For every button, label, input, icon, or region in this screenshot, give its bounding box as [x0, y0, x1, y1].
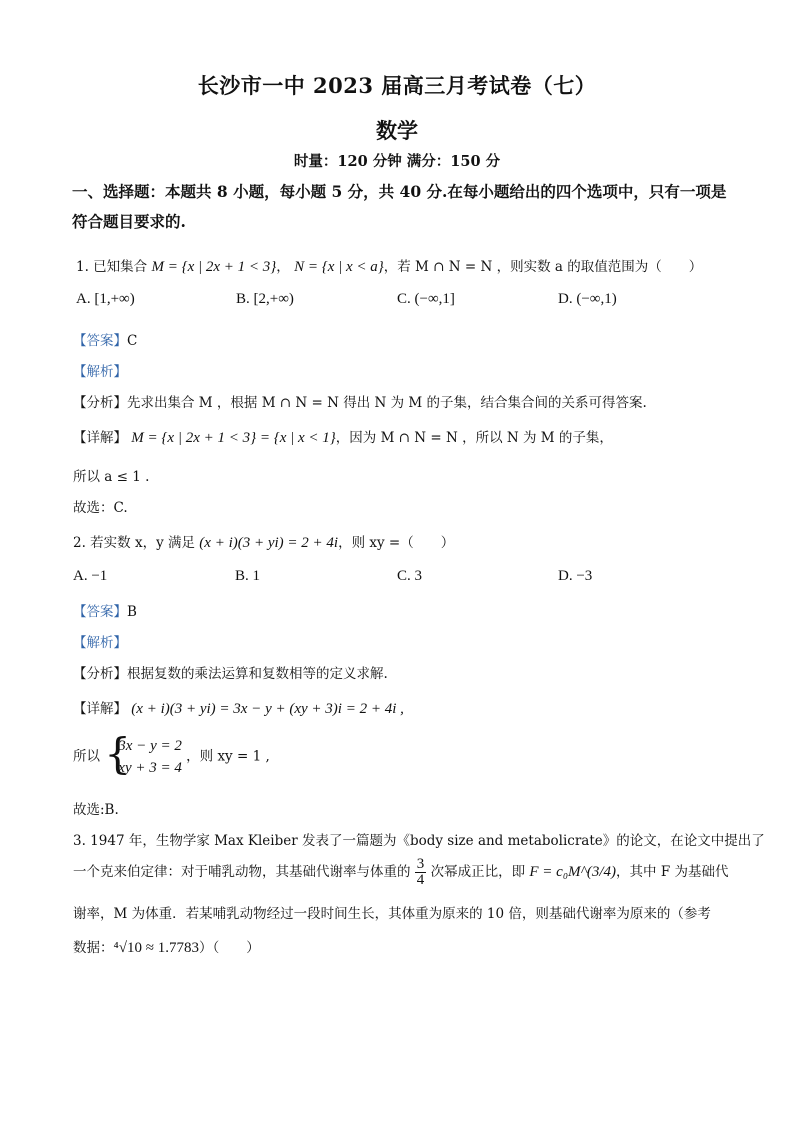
- q3-line1: 3. 1947 年，生物学家 Max Kleiber 发表了一篇题为《body size and metabolicrate》的论文，在论文中提出了: [73, 833, 765, 849]
- q1-set-m: M = {x | 2x + 1 < 3}: [151, 259, 277, 275]
- q1-xiangjie-math: M = {x | 2x + 1 < 3} = {x | x < 1}: [131, 430, 336, 446]
- q3-ref-value: ⁴√10 ≈ 1.7783: [113, 940, 199, 956]
- section-heading-line1: 一、选择题：本题共 8 小题，每小题 5 分，共 40 分.在每小题给出的四个选项中，只有一项是: [72, 182, 727, 201]
- q3-frac-num: 3: [416, 856, 425, 872]
- q1-answer-line: [73, 329, 137, 349]
- q1-fenxi: 先求出集合 M ，根据 M ∩ N = N 得出 N 为 M 的子集，结合集合间的关系可得答案.: [127, 395, 647, 411]
- q3-line2-c: ，其中 F 为基础代: [616, 864, 729, 880]
- q2-option-c: C. 3: [397, 568, 423, 584]
- q2-option-b: B. 1: [235, 568, 261, 584]
- q3-frac-den: 4: [416, 872, 425, 888]
- q1-fenxi-line: [73, 391, 647, 411]
- q2-fenxi-tag: 【分析】: [73, 666, 127, 682]
- q1-prefix: 1. 已知集合: [76, 259, 148, 275]
- q2-xiangjie-tag: 【详解】: [73, 701, 127, 717]
- q1-so-line: 所以 a ≤ 1 .: [73, 469, 150, 485]
- q1-guxuan: 故选：C.: [73, 500, 128, 516]
- q2-jiexi-tag: 【解析】: [73, 635, 127, 651]
- q2-system-row1: 3x − y = 2: [118, 738, 182, 754]
- q1-answer-tag: 【答案】: [73, 333, 127, 349]
- q2-prefix: 2. 若实数 x，y 满足: [73, 535, 195, 551]
- q2-stem: [73, 531, 454, 552]
- q1-xiangjie-line: [73, 426, 613, 447]
- q2-xiangjie-math: (x + i)(3 + yi) = 3x − y + (xy + 3)i = 2 + 4i ,: [131, 701, 404, 717]
- q2-xiangjie-line: [73, 697, 404, 718]
- q2-answer: B: [127, 604, 137, 620]
- q1-jiexi-tag: 【解析】: [73, 364, 127, 380]
- q1-xiangjie-rest: ，因为 M ∩ N = N ，所以 N 为 M 的子集，: [335, 430, 613, 446]
- q1-stem: [76, 255, 702, 276]
- q2-option-d: D. −3: [558, 568, 593, 584]
- q1-fenxi-tag: 【分析】: [73, 395, 127, 411]
- section-heading-line2: 符合题目要求的.: [72, 212, 186, 231]
- q3-formula: F = c₀M^(3/4): [529, 864, 617, 880]
- q2-guxuan: 故选:B.: [73, 802, 119, 818]
- q2-equation: (x + i)(3 + yi) = 2 + 4i: [199, 535, 339, 551]
- q3-line2-b: 次幂成正比，即: [430, 864, 526, 880]
- q3-exponent-fraction: [415, 857, 427, 888]
- q3-line4-a: 数据：: [73, 940, 114, 956]
- q1-answer: C: [127, 333, 138, 349]
- q2-equation-system: [104, 729, 182, 779]
- q1-option-b: B. [2,+∞): [236, 291, 294, 307]
- q3-line4-b: ）（ ）: [198, 940, 260, 956]
- q2-so-suffix: ，则 xy = 1 ,: [186, 748, 270, 765]
- q3-line3: 谢率，M 为体重．若某哺乳动物经过一段时间生长，其体重为原来的 10 倍，则基础代谢率为原来的（参考: [73, 906, 711, 922]
- q2-option-a: A. −1: [73, 568, 108, 584]
- q3-line4: [73, 936, 260, 957]
- q1-set-n: N = {x | x < a}: [294, 259, 384, 275]
- q3-line2-a: 一个克来伯定律：对于哺乳动物，其基础代谢率与体重的: [73, 864, 411, 880]
- q2-fenxi-line: [73, 662, 388, 682]
- page-title: 长沙市一中 2023 届高三月考试卷（七）: [197, 73, 597, 98]
- q1-option-c: C. (−∞,1]: [397, 291, 455, 307]
- q1-option-a: A. [1,+∞): [76, 291, 135, 307]
- q2-suffix: ，则 xy =（ ）: [338, 535, 455, 551]
- q1-condition: ，若 M ∩ N = N ，则实数 a 的取值范围为（ ）: [383, 259, 703, 275]
- q2-system-row2: xy + 3 = 4: [118, 760, 182, 776]
- left-brace-icon: {: [104, 729, 132, 778]
- q2-fenxi: 根据复数的乘法运算和复数相等的定义求解.: [127, 666, 388, 682]
- time-info: 时量：120 分钟 满分：150 分: [293, 153, 501, 170]
- q1-option-d: D. (−∞,1): [558, 291, 617, 307]
- q3-line2: [73, 857, 728, 888]
- q2-answer-tag: 【答案】: [73, 604, 127, 620]
- q2-system-line: [73, 729, 270, 779]
- q1-xiangjie-tag: 【详解】: [73, 430, 127, 446]
- q2-answer-line: [73, 600, 137, 620]
- q1-sep: ，: [276, 259, 290, 275]
- q2-so-prefix: 所以: [73, 748, 100, 765]
- subject-title: 数学: [376, 118, 418, 143]
